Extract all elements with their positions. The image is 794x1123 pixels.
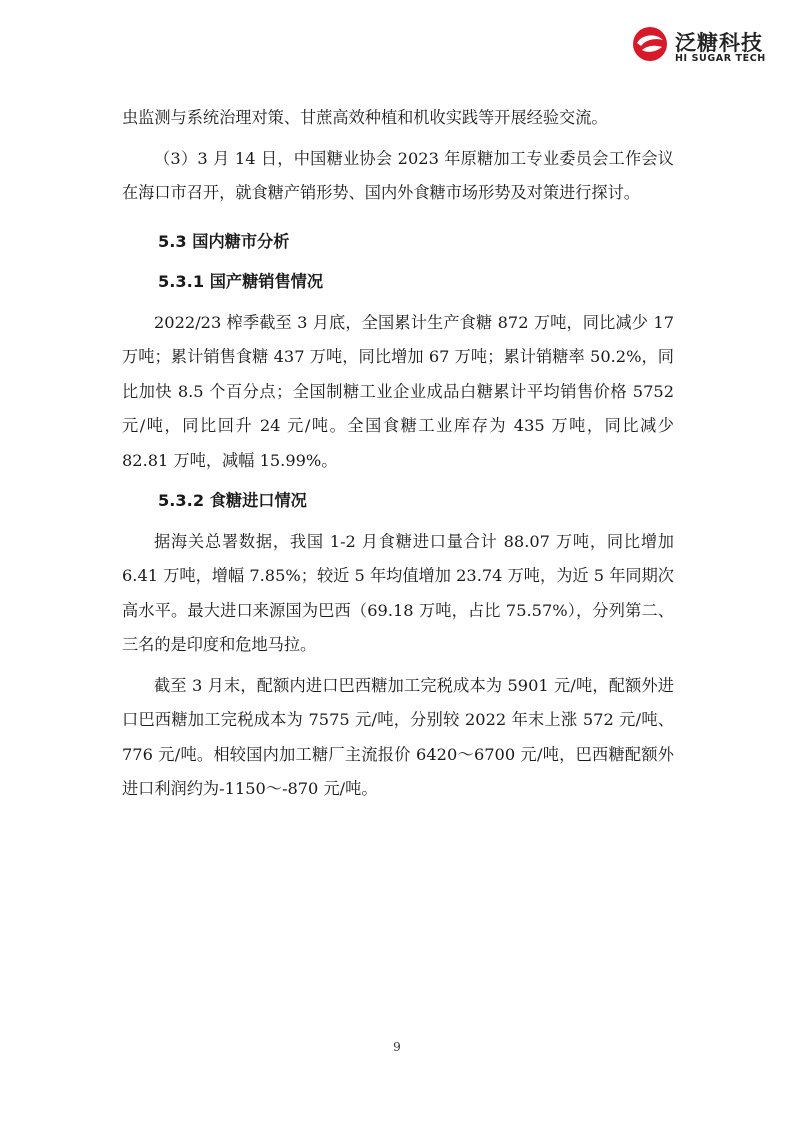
document-body <box>122 101 674 807</box>
section-heading-5-3-1: 5.3.1 国产糖销售情况 <box>158 272 324 291</box>
section-heading-5-3-2: 5.3.2 食糖进口情况 <box>158 491 307 510</box>
section-heading-5-3: 5.3 国内糖市分析 <box>158 231 290 251</box>
paragraph-continued: 虫监测与系统治理对策、甘蔗高效种植和机收实践等开展经验交流。 <box>122 108 608 127</box>
paragraph-import-cost: 截至 3 月末，配额内进口巴西糖加工完税成本为 5901 元/吨，配额外进口巴西糖加工完税成本为 7575 元/吨，分别较 2022 年末上涨 572 元/吨、776 元/吨。相较国内加工糖厂主流报价 6420～6700 元/吨，巴西糖配额外进口利润约为-1150～-870 元/吨。 <box>122 675 674 798</box>
page-number: 9 <box>393 1040 401 1054</box>
paragraph-domestic-sales: 2022/23 榨季截至 3 月底，全国累计生产食糖 872 万吨，同比减少 17 万吨；累计销售食糖 437 万吨，同比增加 67 万吨；累计销糖率 50.2%，同比加快 8.5 个百分点；全国制糖工业企业成品白糖累计平均销售价格 5752 元/吨，同比回升 24 元/吨。全国食糖工业库存为 435 万吨，同比减少 82.81 万吨，减幅 15.99%。 <box>122 312 674 470</box>
brand-logo <box>632 26 774 66</box>
brand-name-cn: 泛糖科技 <box>675 31 763 55</box>
paragraph-import-volume: 据海关总署数据，我国 1-2 月食糖进口量合计 88.07 万吨，同比增加 6.41 万吨，增幅 7.85%；较近 5 年均值增加 23.74 万吨，为近 5 年同期次高水平。最大进口来源国为巴西（69.18 万吨，占比 75.57%），分列第二、三名的是印度和危地马拉。 <box>122 531 674 654</box>
paragraph-meeting: （3）3 月 14 日，中国糖业协会 2023 年原糖加工专业委员会工作会议在海口市召开，就食糖产销形势、国内外食糖市场形势及对策进行探讨。 <box>122 148 674 202</box>
brand-name-en: HI SUGAR TECH <box>675 53 766 64</box>
hi-sugar-logo-icon <box>632 26 668 62</box>
